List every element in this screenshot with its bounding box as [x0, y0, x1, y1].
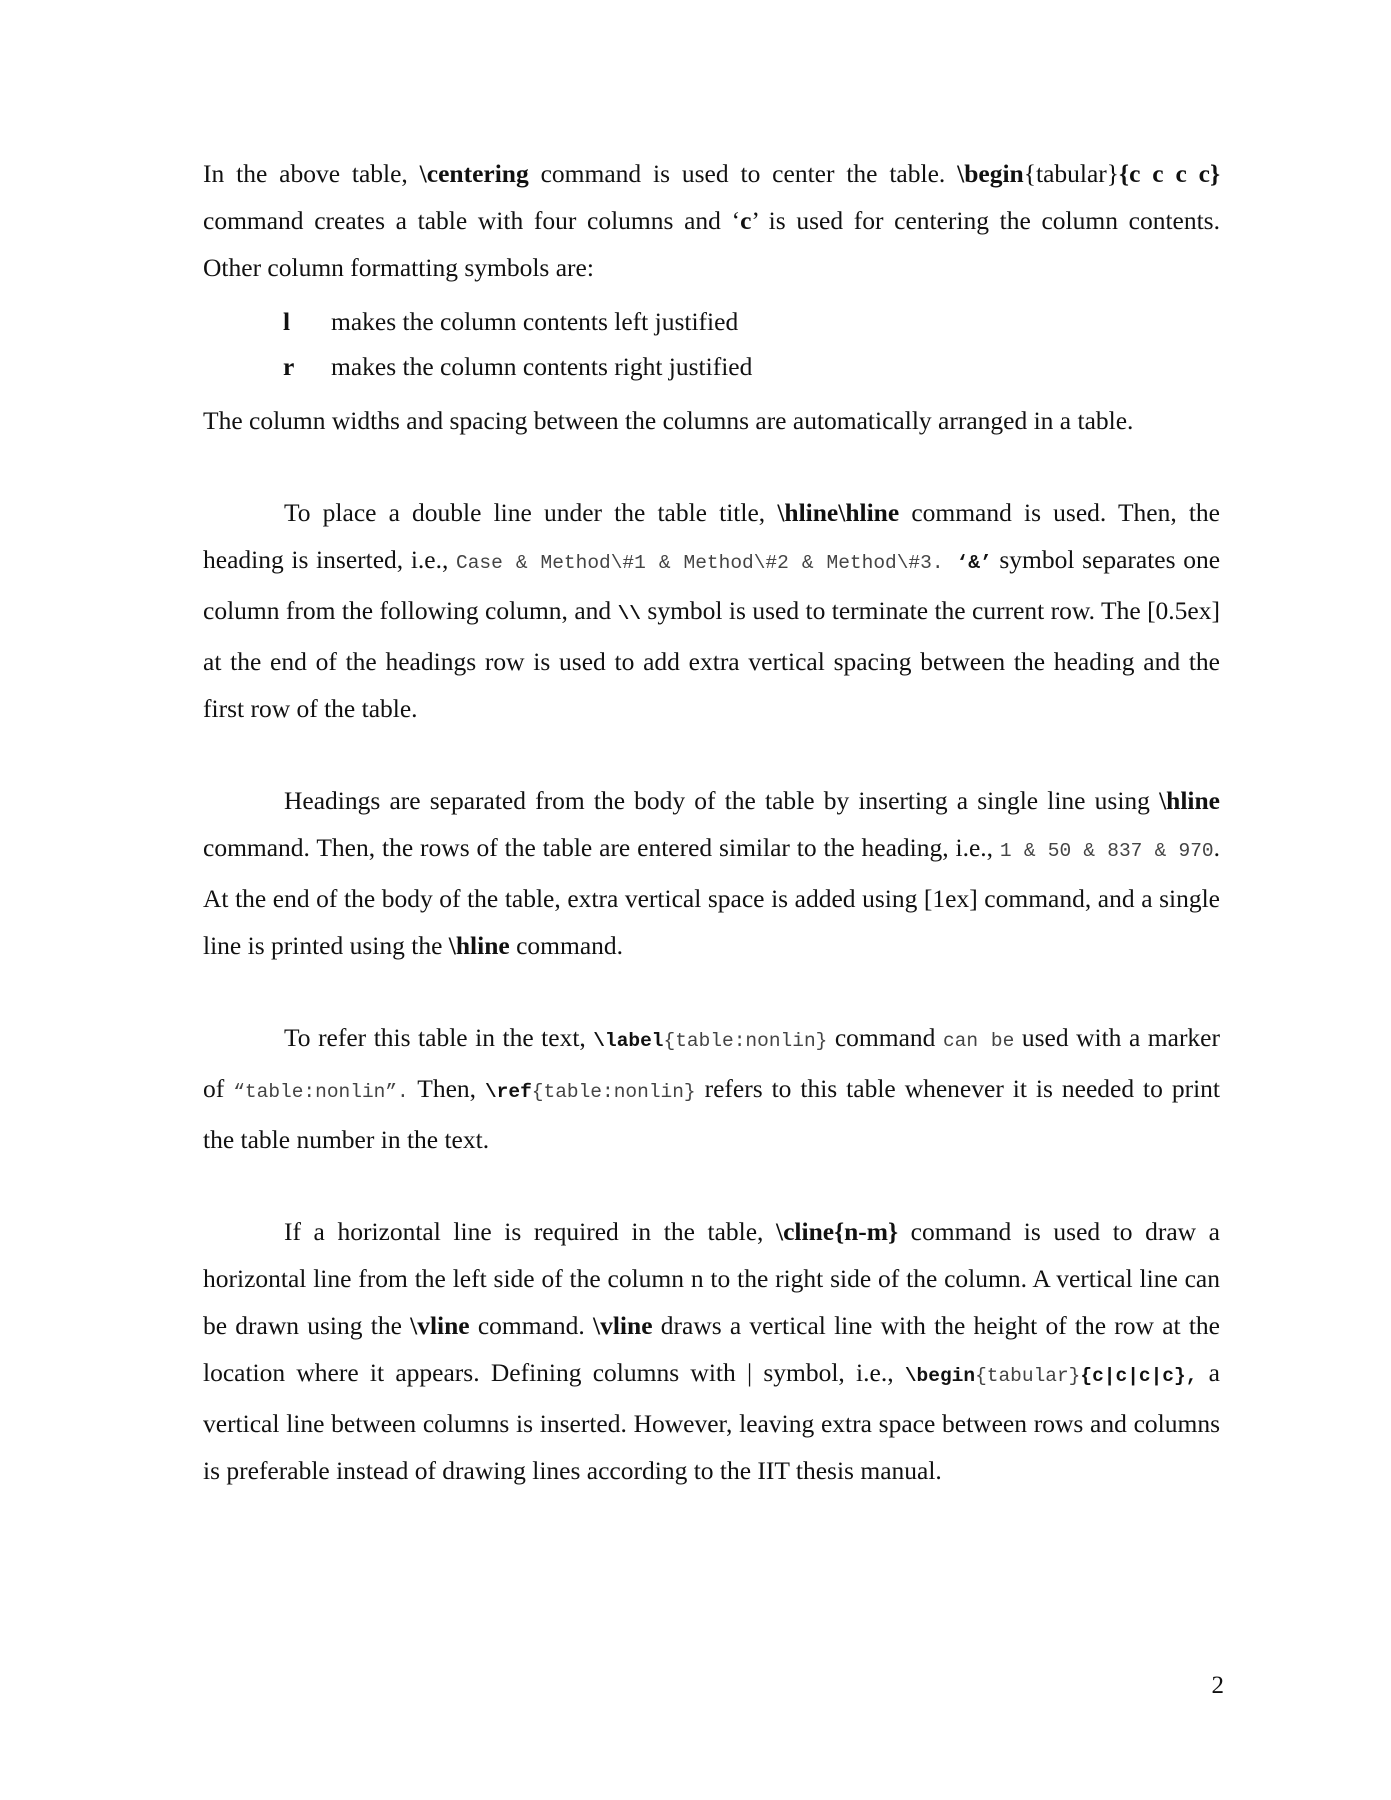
code-label-arg: {table:nonlin} [663, 1030, 828, 1052]
text: . At the end of the body of the table, extra vertical space is added using [1ex] command, and a single line is printed using the [203, 833, 1220, 960]
text: symbol is used to terminate the current row. The [0.5ex] at the end of the headings row is used to add extra vertical spacing between the heading and the first row of the table. [203, 596, 1220, 723]
command-hline-hline: \hline\hline [777, 498, 900, 527]
text: symbol separates one column from the following column, and [203, 545, 1221, 625]
symbol-c: c [740, 206, 752, 235]
text: command. Then, the rows of the table are entered similar to the heading, i.e., [203, 833, 1000, 862]
command-hline: \hline [448, 931, 510, 960]
text: command. [469, 1311, 594, 1340]
symbol-r: r [283, 352, 295, 381]
document-body [203, 150, 1220, 1494]
symbol-item-r [283, 344, 1220, 389]
command-vline: \vline [593, 1311, 653, 1340]
text: refers to this table whenever it is needed to print the table number in the text. [203, 1074, 1220, 1154]
symbol-item-l [283, 299, 1220, 344]
code-double-backslash: \\ [617, 603, 641, 625]
paragraph-centering [203, 150, 1220, 291]
code-ref-arg: {table:nonlin} [531, 1081, 696, 1103]
text: In the above table, [203, 159, 420, 188]
paragraph-headings [203, 777, 1220, 969]
text: draws a vertical line with the height of the row at the location where it appears. Defining columns with | symbol, i.e., [203, 1311, 1220, 1387]
paragraph-cline-vline [203, 1208, 1220, 1494]
command-vline: \vline [410, 1311, 470, 1340]
text: ’ is used for centering the column contents. Other column formatting symbols are: [203, 206, 1220, 282]
text: To place a double line under the table title, [284, 498, 778, 527]
command-cline: \cline{n-m} [776, 1217, 899, 1246]
symbol-description: makes the column contents right justified [331, 352, 753, 381]
paragraph-double-line [203, 489, 1220, 732]
command-ref: \ref [484, 1081, 532, 1103]
command-label: \label [593, 1030, 664, 1052]
code-column-spec: {c|c|c|c}, [1080, 1365, 1198, 1387]
column-spec: {c c c c} [1119, 159, 1220, 188]
text: used with a marker of [203, 1023, 1220, 1103]
text: command. [509, 931, 624, 960]
page-number: 2 [1211, 1672, 1224, 1699]
text: To refer this table in the text, [284, 1023, 594, 1052]
command-begin: \begin [904, 1365, 976, 1387]
command-begin: \begin [957, 159, 1024, 188]
text: a vertical line between columns is inserted. However, leaving extra space between rows and columns is preferable instead of drawing lines according to the IIT thesis manual. [203, 1358, 1220, 1485]
text: command is used. Then, the heading is inserted, i.e., [203, 498, 1220, 574]
command-hline: \hline [1159, 786, 1220, 815]
code-ampersand: ‘&’ [943, 552, 992, 574]
code-tabular: {tabular} [975, 1365, 1081, 1387]
command-centering: \centering [419, 159, 529, 188]
symbol-description: makes the column contents left justified [331, 307, 739, 336]
code-heading-row: Case & Method\#1 & Method\#2 & Method\#3. [456, 552, 944, 574]
text: If a horizontal line is required in the table, [284, 1217, 776, 1246]
paragraph-label-ref [203, 1014, 1220, 1163]
text: command is used to center the table. [528, 159, 958, 188]
code-row-example: 1 & 50 & 837 & 970 [999, 840, 1214, 862]
text: Headings are separated from the body of the table by inserting a single line using [284, 786, 1160, 815]
text: command creates a table with four columns and ‘ [203, 206, 741, 235]
code-marker: “table:nonlin”. [233, 1081, 409, 1103]
text: command is used to draw a horizontal line from the left side of the column n to the right side of the column. A vertical line can be drawn using the [203, 1217, 1220, 1340]
paragraph-column-widths: The column widths and spacing between the columns are automatically arranged in a table. [203, 406, 1134, 435]
text: command [827, 1023, 943, 1052]
text: {tabular} [1023, 159, 1120, 188]
code-can-be: can be [942, 1030, 1015, 1052]
symbol-l: l [283, 307, 291, 336]
text: Then, [408, 1074, 485, 1103]
